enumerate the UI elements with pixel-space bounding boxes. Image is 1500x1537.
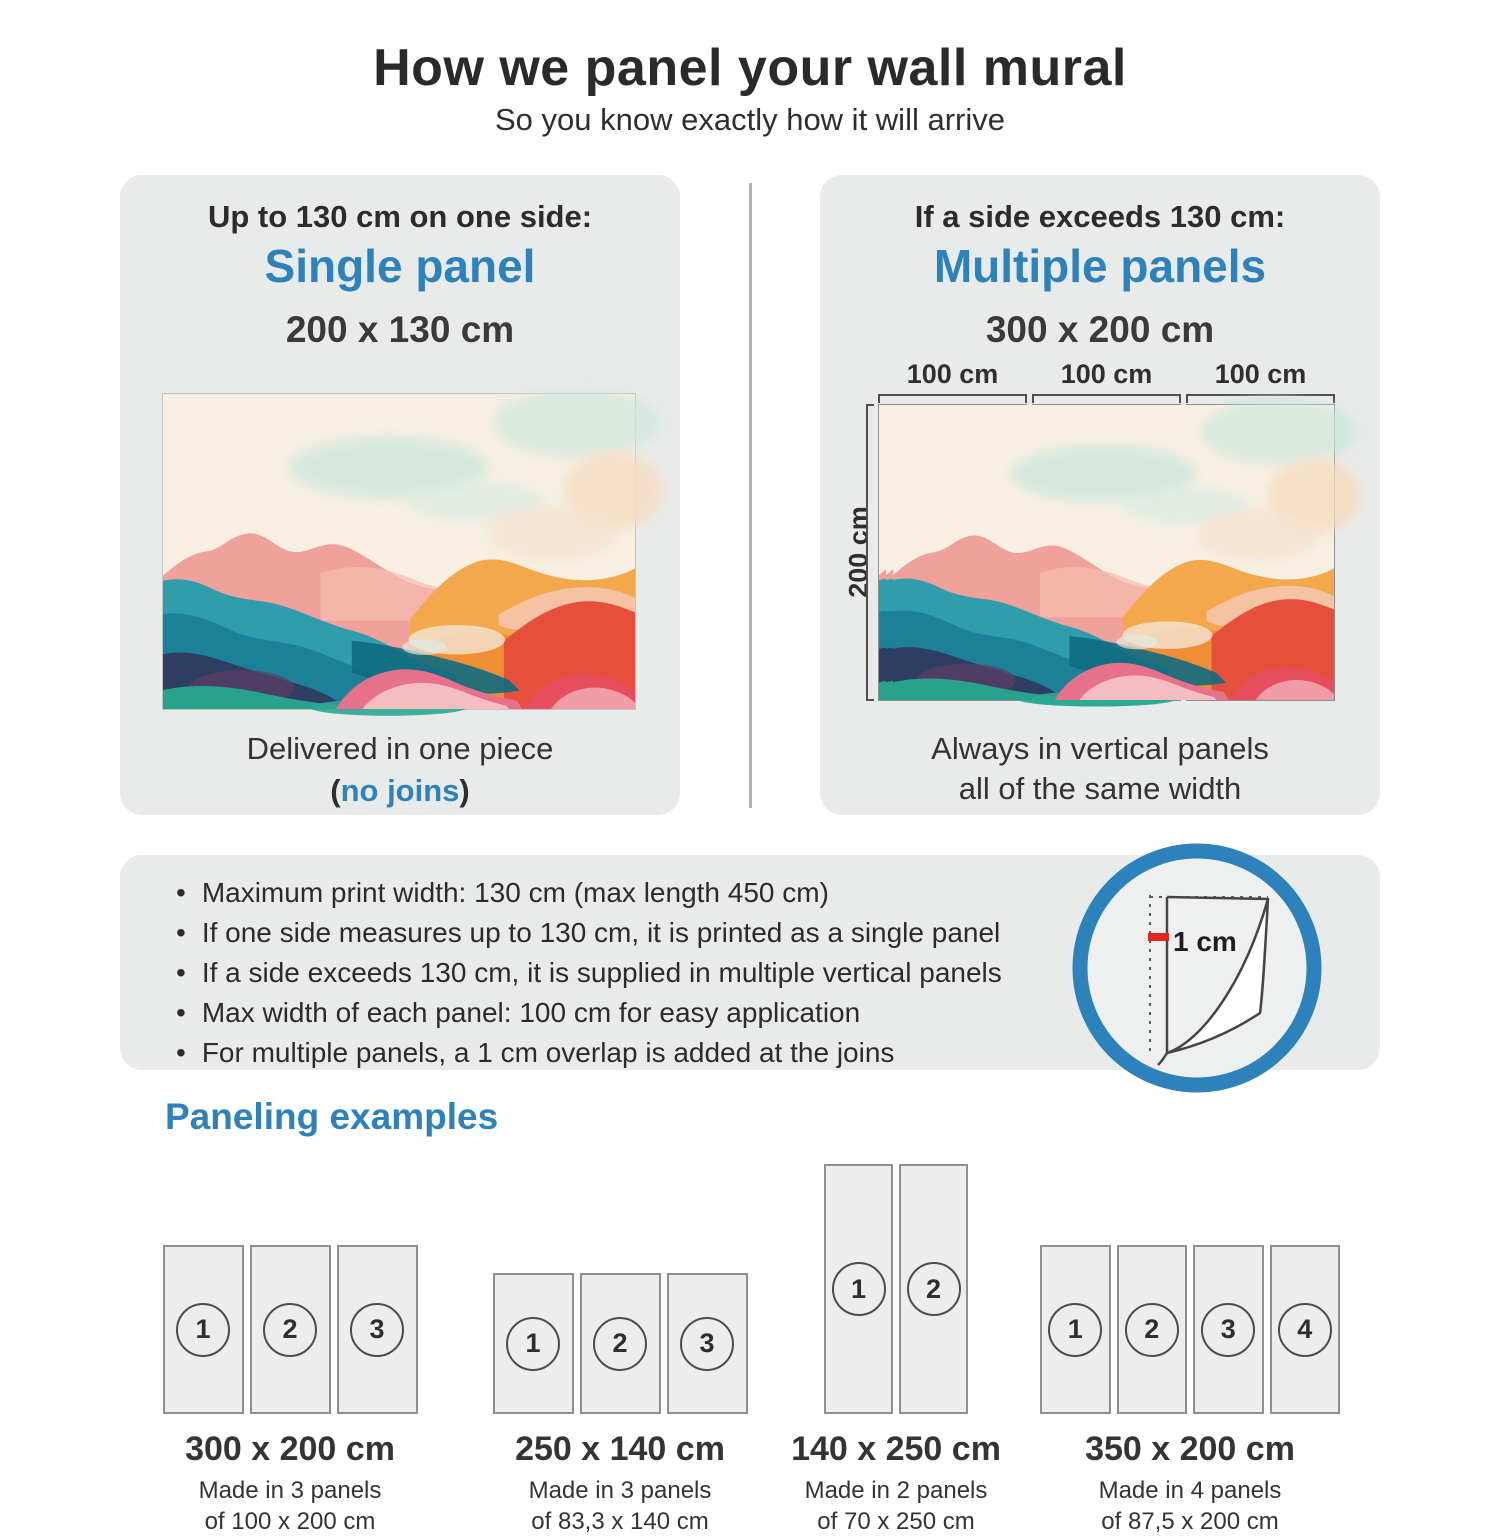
bullet-text: • If one side measures up to 130 cm, it is printed as a single panel [201,917,1001,948]
page-title: How we panel your wall mural [373,39,1127,97]
panel-number-badge: 2 [263,1303,317,1357]
single-panel-condition: Up to 130 cm on one side: [207,199,593,234]
paren-close: ) [459,773,470,808]
bullet-item [176,873,1002,913]
example-size: 350 x 200 cm [1085,1430,1295,1468]
single-panel-size: 200 x 130 cm [285,309,515,350]
example-diagram [1040,1160,1340,1414]
example-250x140 [470,1160,770,1537]
example-panel [824,1164,893,1414]
example-detail [140,1475,440,1537]
bullet-text: • Max width of each panel: 100 cm for easy application [201,997,861,1028]
example-panel [163,1245,244,1414]
bullet-item [176,993,1002,1033]
example-350x200 [1040,1160,1340,1537]
single-panel-card [120,175,680,815]
bullet-item [176,953,1002,993]
panel-number-badge: 1 [1048,1303,1102,1357]
rules-bullet-list [176,873,1002,1073]
example-size: 300 x 200 cm [185,1430,395,1468]
example-made: Made in 3 panels [528,1477,712,1504]
example-size: 250 x 140 cm [515,1430,725,1468]
height-measure-bracket [866,404,874,701]
examples-heading: Paneling examples [165,1096,499,1137]
example-panel [899,1164,968,1414]
panel-number-badge: 3 [350,1303,404,1357]
overlap-label: 1 cm [1173,926,1237,957]
no-joins-text: no joins [340,773,460,808]
panel-width-labels [878,359,1335,390]
example-140x250 [746,1160,1046,1537]
example-panel [250,1245,331,1414]
example-of: of 70 x 250 cm [817,1508,975,1535]
panel-number-badge: 2 [1125,1303,1179,1357]
panel-number-badge: 3 [680,1317,734,1371]
example-made: Made in 3 panels [198,1477,382,1504]
example-made: Made in 2 panels [804,1477,988,1504]
example-panel [1040,1245,1111,1414]
width-label-2: 100 cm [1060,359,1153,389]
panel-height-label: 200 cm [843,506,874,598]
example-panel [1270,1245,1341,1414]
paren-open: ( [330,773,341,808]
bullet-text: • Maximum print width: 130 cm (max length 450 cm) [201,877,829,908]
panel-number-badge: 2 [907,1262,961,1316]
overlap-1cm-icon [1072,843,1322,1093]
single-panel-note-joins [120,773,680,809]
example-panel [337,1245,418,1414]
example-diagram [470,1160,770,1414]
bullet-text: • For multiple panels, a 1 cm overlap is added at the joins [201,1037,895,1068]
mural-panel-strip [878,404,1335,701]
width-label-3: 100 cm [1214,359,1307,389]
panel-number-badge: 2 [593,1317,647,1371]
single-panel-note: Delivered in one piece [246,731,554,766]
example-of: of 87,5 x 200 cm [1101,1508,1279,1535]
bullet-text: • If a side exceeds 130 cm, it is supplied in multiple vertical panels [201,957,1002,988]
example-panel [493,1273,574,1414]
example-panel [580,1273,661,1414]
cards-divider [749,183,752,808]
example-diagram [746,1160,1046,1414]
example-of: of 83,3 x 140 cm [531,1508,709,1535]
bullet-item [176,1033,1002,1073]
example-detail [746,1475,1046,1537]
example-panel [667,1273,748,1414]
panel-number-badge: 4 [1278,1303,1332,1357]
page-subtitle: So you know exactly how it will arrive [495,102,1005,137]
example-made: Made in 4 panels [1098,1477,1282,1504]
example-diagram [140,1160,440,1414]
example-panel [1117,1245,1188,1414]
mural-panel-3 [1186,404,1335,701]
panel-number-badge: 3 [1201,1303,1255,1357]
panel-number-badge: 1 [176,1303,230,1357]
panel-number-badge: 1 [506,1317,560,1371]
example-size: 140 x 250 cm [791,1430,1001,1468]
width-label-1: 100 cm [906,359,999,389]
multiple-panels-note-1: Always in vertical panels [931,731,1269,766]
paneling-examples [120,1160,1420,1535]
example-detail [470,1475,770,1537]
multiple-panels-condition: If a side exceeds 130 cm: [914,199,1286,234]
example-detail [1040,1475,1340,1537]
bullet-item [176,913,1002,953]
example-300x200 [140,1160,440,1537]
single-panel-title: Single panel [264,240,536,292]
multiple-panels-card [820,175,1380,815]
multiple-panels-size: 300 x 200 cm [985,309,1215,350]
example-panel [1193,1245,1264,1414]
multiple-panels-title: Multiple panels [933,240,1267,292]
panel-number-badge: 1 [832,1262,886,1316]
example-of: of 100 x 200 cm [204,1508,376,1535]
single-panel-mural-image [162,393,636,710]
multiple-panels-note-2: all of the same width [958,771,1242,806]
